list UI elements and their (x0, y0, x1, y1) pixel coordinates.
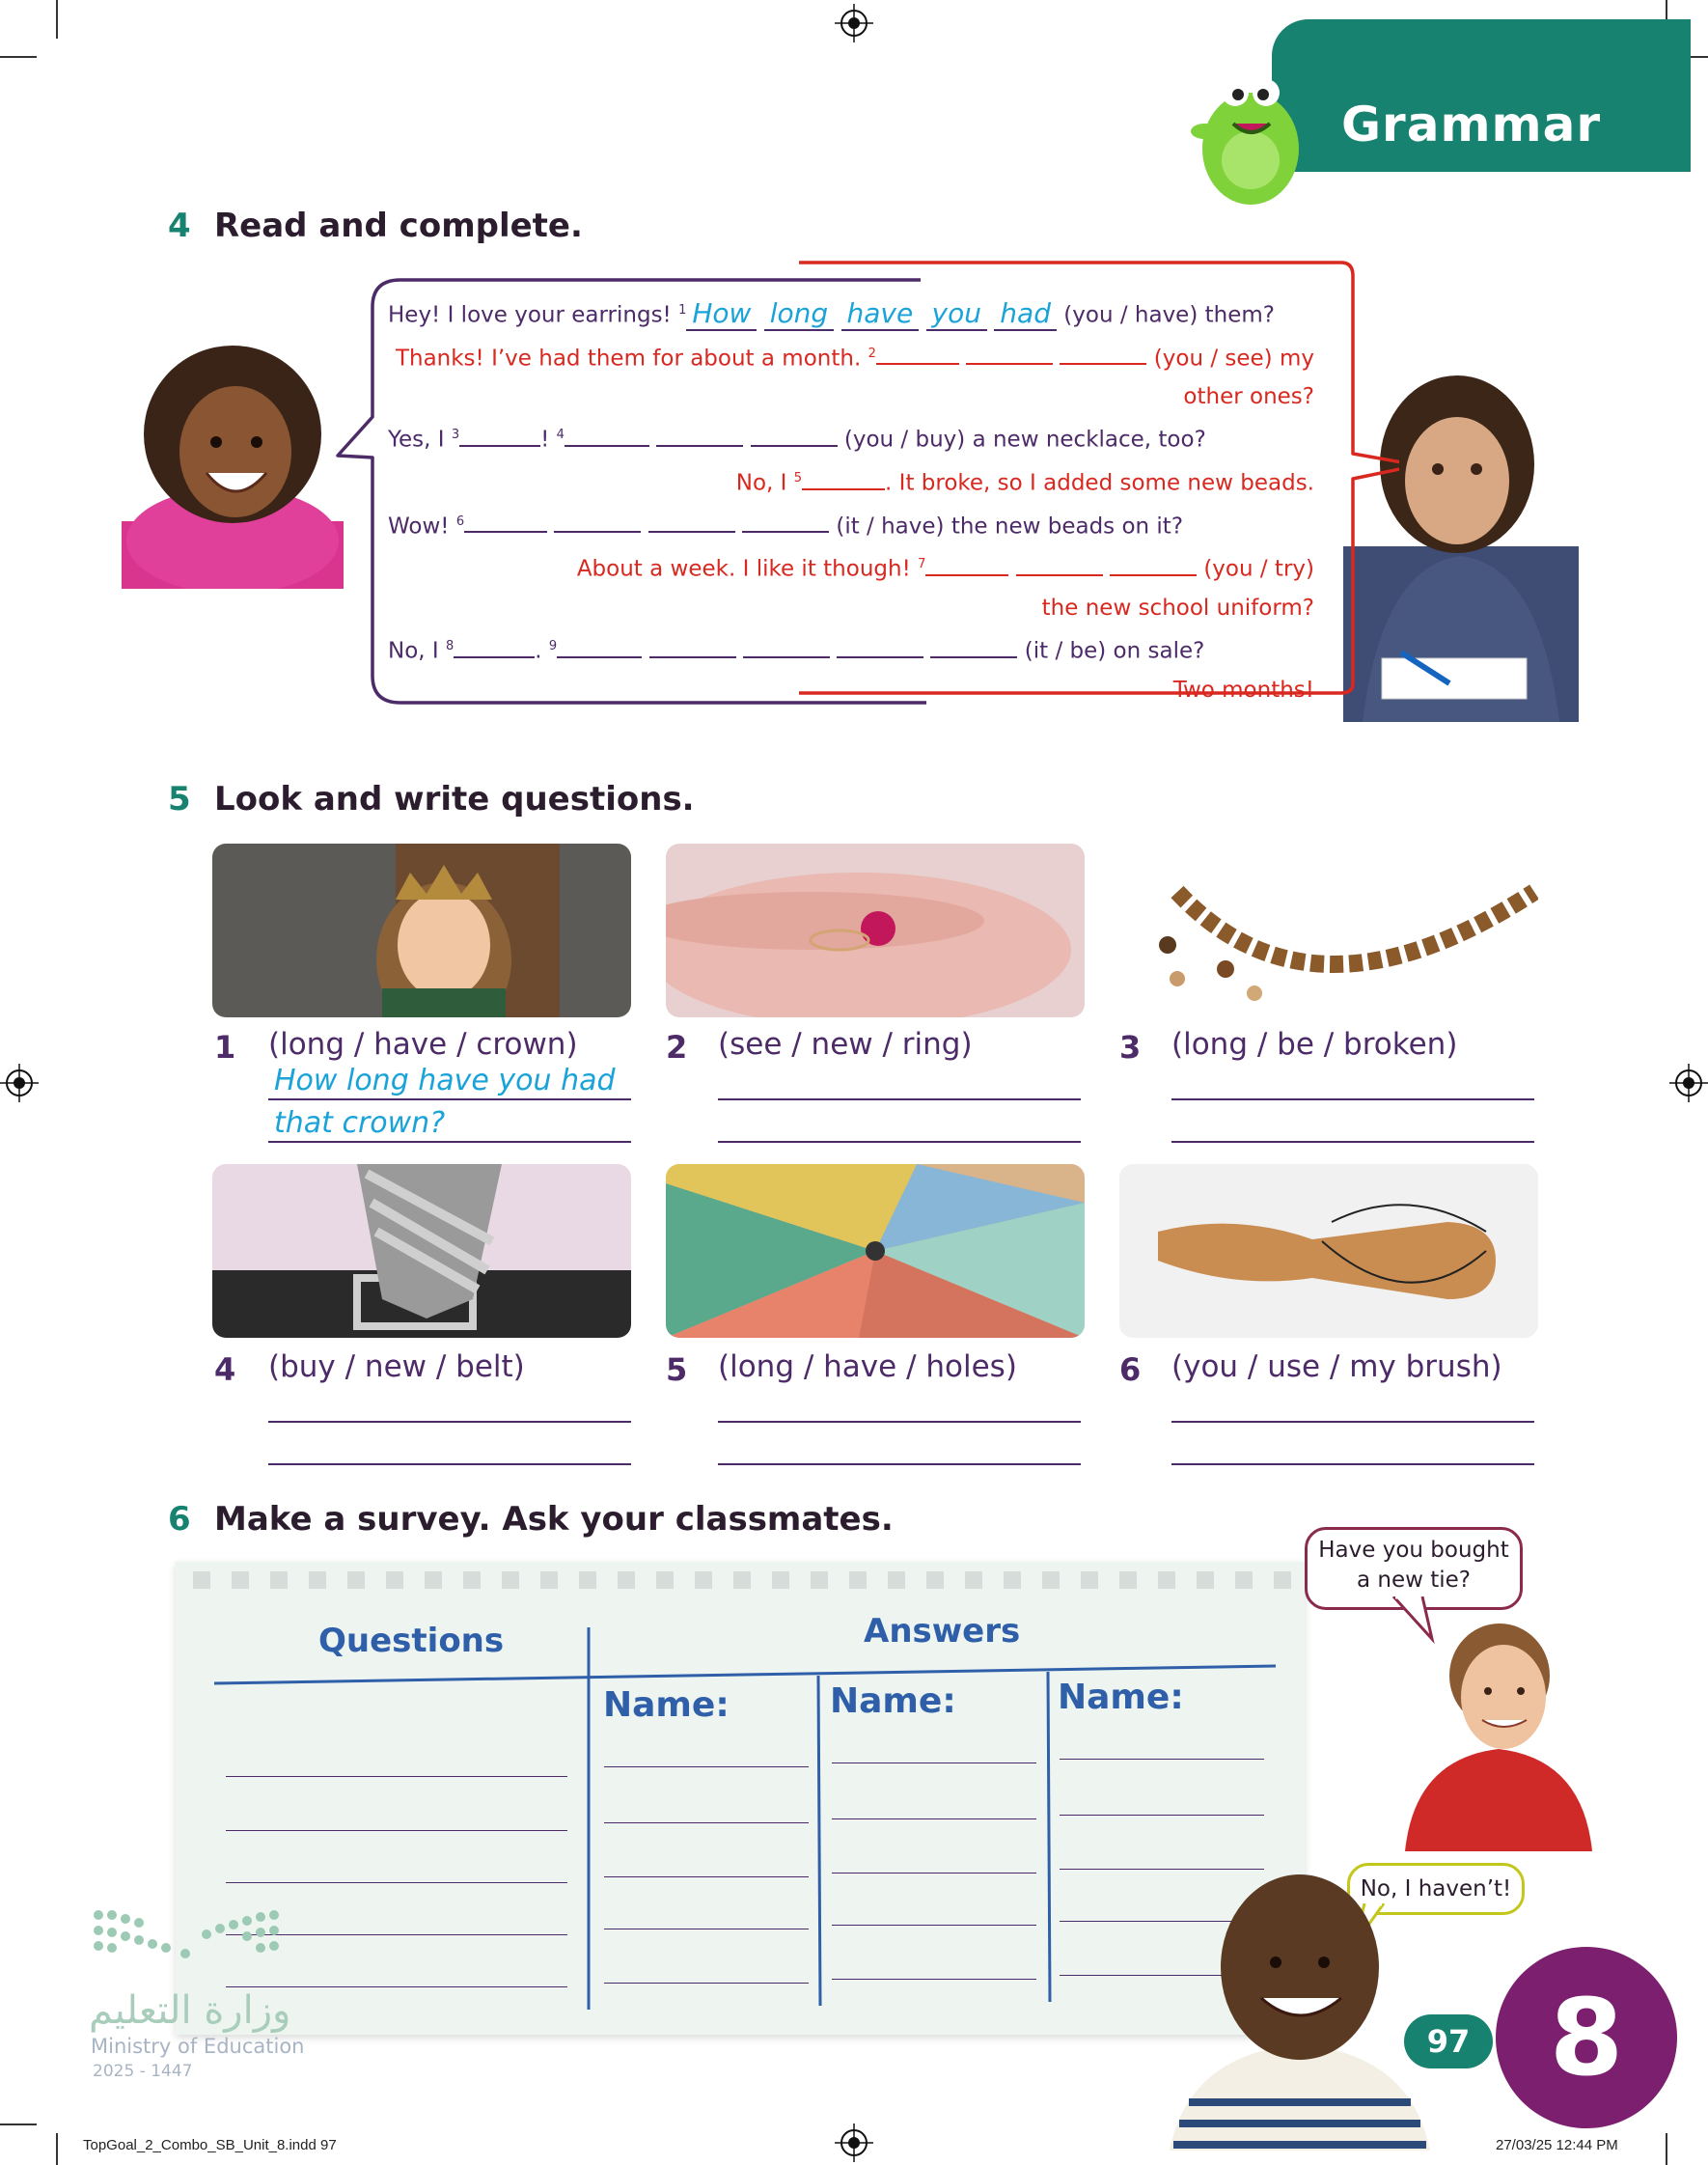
item-number: 6 (1119, 1351, 1142, 1388)
hairbrush-photo (1119, 1164, 1538, 1338)
item-number: 2 (666, 1029, 688, 1066)
umbrella-photo (666, 1164, 1085, 1338)
dialogue-text: . It broke, so I added some new beads. (885, 470, 1314, 496)
answer-line[interactable] (1171, 1421, 1534, 1423)
answer-blank[interactable] (1060, 340, 1146, 365)
answer-line[interactable] (1171, 1141, 1534, 1143)
registration-mark-icon (1669, 1064, 1708, 1102)
dialogue-text: No, I (735, 470, 794, 496)
answer-line[interactable] (268, 1421, 631, 1423)
answer-line[interactable] (1171, 1098, 1534, 1100)
dialogue-text: About a week. I like it though! (576, 556, 919, 582)
answer-line[interactable] (1060, 1815, 1264, 1816)
dialogue-text: Two months! (1172, 677, 1314, 703)
answer-line[interactable] (268, 1098, 631, 1100)
question-line[interactable] (226, 1986, 567, 1987)
answer-blank[interactable] (464, 508, 547, 533)
girl-laughing-image (122, 338, 344, 589)
item-number: 5 (666, 1351, 688, 1388)
registration-mark-icon (835, 4, 873, 42)
answer-line[interactable] (604, 1766, 809, 1767)
example-answer[interactable]: How long have you had (274, 1064, 616, 1097)
dialogue-text: ! (540, 427, 557, 453)
verb-prompt: (it / be) on sale? (1024, 638, 1205, 664)
answer-blank[interactable] (876, 340, 959, 365)
answer-blank[interactable] (454, 633, 535, 658)
answer-line[interactable] (718, 1463, 1081, 1465)
registration-mark-icon (0, 1064, 39, 1102)
answer-blank[interactable] (751, 422, 838, 447)
answer-word[interactable]: had (994, 297, 1057, 331)
name-label: Name: (1058, 1678, 1184, 1717)
dialogue-text: the new school uniform? (1041, 595, 1314, 621)
item-prompt: (long / be / broken) (1171, 1027, 1458, 1062)
answer-word[interactable]: How (686, 297, 757, 331)
answer-line[interactable] (832, 1818, 1036, 1819)
exercise-number: 5 (168, 780, 191, 819)
blank-number: 1 (678, 303, 687, 318)
example-answer[interactable]: that crown? (274, 1106, 446, 1140)
crop-mark (0, 56, 37, 58)
ministry-arabic-name: وزارة التعليم (89, 1988, 291, 2033)
boy-with-crown-photo (212, 844, 631, 1017)
item-number: 1 (214, 1029, 236, 1066)
blank-number: 3 (451, 428, 460, 443)
dialogue-text: . (535, 638, 549, 664)
ministry-logo-icon (91, 1905, 293, 1979)
dialogue-line (388, 545, 1314, 589)
answer-blank[interactable] (930, 633, 1017, 658)
dialogue-line (388, 377, 1314, 416)
answer-word[interactable]: have (841, 297, 920, 331)
dialogue (388, 291, 1314, 709)
dialogue-text: Hey! I love your earrings! (388, 302, 679, 328)
answer-blank[interactable] (966, 340, 1053, 365)
boy-red-shirt-image (1405, 1614, 1592, 1851)
dialogue-line (388, 459, 1314, 503)
dialogue-line (388, 671, 1314, 709)
answer-line[interactable] (718, 1421, 1081, 1423)
print-file-slug: TopGoal_2_Combo_SB_Unit_8.indd 97 (83, 2137, 337, 2153)
answer-blank[interactable] (742, 508, 829, 533)
answer-line[interactable] (268, 1463, 631, 1465)
dialogue-line (388, 503, 1314, 546)
questions-header: Questions (318, 1622, 505, 1660)
dialogue-line (388, 335, 1314, 378)
page-number: 97 (1404, 2014, 1493, 2068)
answer-line[interactable] (1060, 1759, 1264, 1760)
dialogue-text: Wow! (388, 513, 456, 540)
answer-blank[interactable] (925, 551, 1008, 576)
answer-blank[interactable] (648, 508, 735, 533)
answer-blank[interactable] (1016, 551, 1103, 576)
question-line[interactable] (226, 1776, 567, 1777)
blank-number: 2 (868, 346, 876, 361)
answer-blank[interactable] (565, 422, 649, 447)
question-line[interactable] (226, 1830, 567, 1831)
name-label: Name: (603, 1685, 730, 1725)
answer-blank[interactable] (656, 422, 743, 447)
answer-line[interactable] (718, 1098, 1081, 1100)
exercise-instruction: Make a survey. Ask your classmates. (214, 1500, 894, 1539)
answer-line[interactable] (604, 1876, 809, 1877)
blank-number: 7 (918, 557, 926, 572)
section-heading: Grammar (1341, 97, 1602, 153)
item-number: 4 (214, 1351, 236, 1388)
answer-line[interactable] (604, 1983, 809, 1984)
answer-blank[interactable] (1110, 551, 1197, 576)
answer-blank[interactable] (802, 465, 885, 490)
blank-number: 6 (455, 513, 465, 529)
verb-prompt: (you / have) them? (1063, 302, 1275, 328)
answer-word[interactable]: long (764, 297, 834, 331)
answer-blank[interactable] (554, 508, 641, 533)
answer-blank[interactable] (557, 633, 642, 658)
name-label: Name: (830, 1681, 956, 1721)
ministry-english-name: Ministry of Education (91, 2035, 305, 2058)
answer-blank[interactable] (649, 633, 736, 658)
dialogue-text: Thanks! I’ve had them for about a month. (395, 346, 868, 372)
blank-number: 5 (793, 470, 803, 486)
item-prompt: (you / use / my brush) (1171, 1349, 1502, 1384)
crop-mark (56, 0, 58, 39)
answer-line[interactable] (832, 1873, 1036, 1874)
ministry-year: 2025 - 1447 (93, 2062, 193, 2081)
item-number: 3 (1119, 1029, 1142, 1066)
beads-photo (1119, 844, 1538, 1017)
item-prompt: (see / new / ring) (718, 1027, 973, 1062)
speech-text: a new tie? (1356, 1568, 1472, 1593)
question-line[interactable] (226, 1882, 567, 1883)
monster-mascot-icon (1185, 64, 1310, 208)
verb-prompt: (you / see) my (1153, 346, 1314, 372)
blank-number: 8 (446, 638, 455, 653)
item-prompt: (buy / new / belt) (268, 1349, 525, 1384)
exercise-number: 6 (168, 1500, 191, 1539)
unit-number-badge: 8 (1496, 1947, 1677, 2128)
blank-number: 9 (548, 638, 558, 653)
item-prompt: (long / have / holes) (718, 1349, 1017, 1384)
verb-prompt: (you / buy) a new necklace, too? (843, 427, 1206, 453)
answer-blank[interactable] (459, 422, 540, 447)
crop-mark (0, 2123, 37, 2125)
answer-line[interactable] (832, 1979, 1036, 1980)
exercise-instruction: Read and complete. (214, 207, 583, 245)
answer-line[interactable] (1171, 1463, 1534, 1465)
answer-line[interactable] (604, 1822, 809, 1823)
crop-mark (1666, 2133, 1667, 2165)
verb-prompt: (you / try) (1203, 556, 1314, 582)
exercise-number: 4 (168, 207, 191, 245)
verb-prompt: (it / have) the new beads on it? (836, 513, 1184, 540)
ring-on-hand-photo (666, 844, 1085, 1017)
blank-number: 4 (556, 428, 565, 443)
crop-mark (56, 2133, 58, 2165)
boy-striped-shirt-image (1170, 1861, 1430, 2151)
answer-word[interactable]: you (926, 297, 987, 331)
dialogue-text: No, I (388, 638, 446, 664)
dialogue-text: Yes, I (388, 427, 452, 453)
item-prompt: (long / have / crown) (268, 1027, 578, 1062)
answer-blank[interactable] (743, 633, 830, 658)
registration-mark-icon (835, 2123, 873, 2162)
answer-line[interactable] (832, 1925, 1036, 1926)
notebook-holes (193, 1571, 1293, 1589)
answer-blank[interactable] (837, 633, 923, 658)
belt-and-tie-photo (212, 1164, 631, 1338)
answer-line[interactable] (268, 1141, 631, 1143)
answers-header: Answers (864, 1612, 1021, 1651)
dialogue-line (388, 291, 1314, 335)
speech-bubble: No, I haven’t! (1347, 1863, 1525, 1915)
speech-text: Have you bought (1318, 1538, 1509, 1563)
exercise-instruction: Look and write questions. (214, 780, 695, 819)
dialogue-line (388, 627, 1314, 671)
dialogue-line (388, 416, 1314, 459)
dialogue-line (388, 589, 1314, 627)
answer-line[interactable] (718, 1141, 1081, 1143)
dialogue-text: other ones? (1183, 384, 1314, 410)
print-timestamp: 27/03/25 12:44 PM (1496, 2137, 1618, 2153)
